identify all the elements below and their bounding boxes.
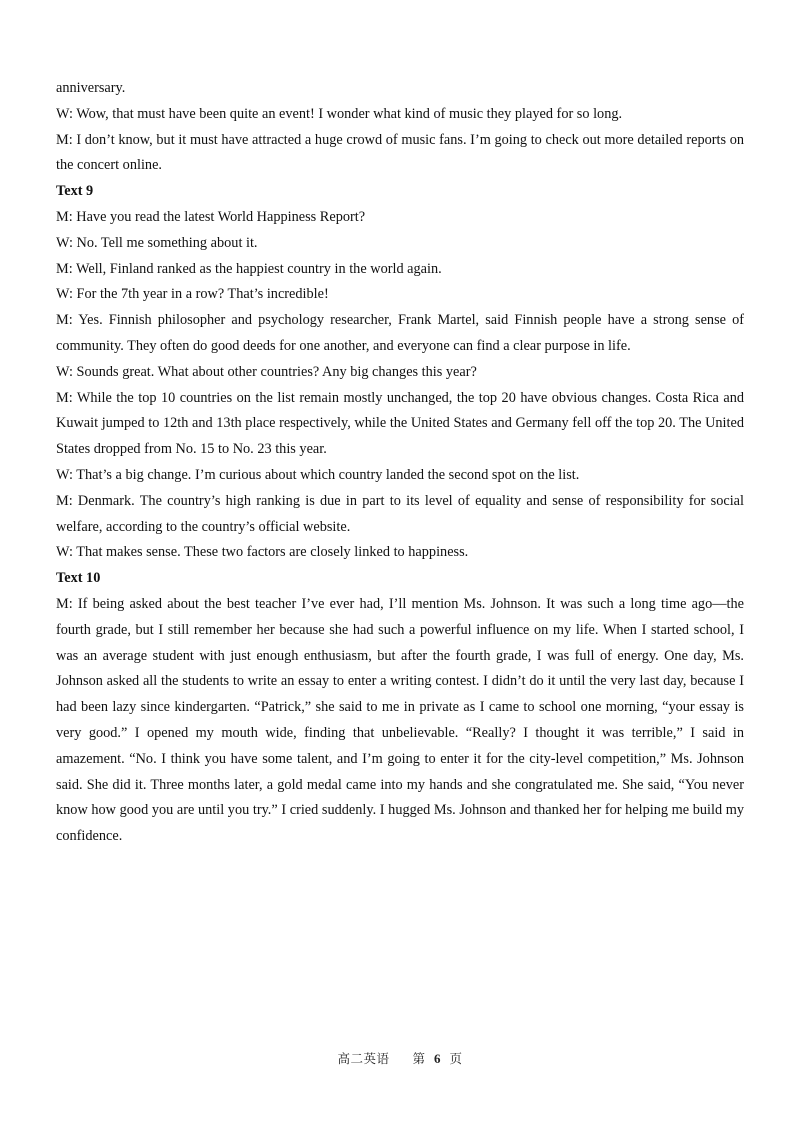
section-heading-text-10: Text 10 [56,570,101,587]
section-heading-text-9: Text 9 [56,183,94,200]
dialogue-line: M: While the top 10 countries on the list remain mostly unchanged, the top 20 have obvious changes. Costa Rica and Kuwait jumped to 12th and 13th place respectively, while the United States and Germany fell off the top 20. The United States dropped from No. 15 to No. 23 this year. [56,389,744,458]
dialogue-line: M: Denmark. The country’s high ranking is due in part to its level of equality and sense of responsibility for social welfare, according to the country’s official website. [56,492,744,535]
paragraph-continuation: anniversary. [56,80,126,96]
dialogue-line: M: Have you read the latest World Happiness Report? [56,208,366,225]
monologue-paragraph: M: If being asked about the best teacher I’ve ever had, I’ll mention Ms. Johnson. It was such a long time ago—the fourth grade, but I still remember her because she had such a powerful influence on my life. When I started school, I was an average student with just enough enthusiasm, but after the fourth grade, I was full of energy. One day, Ms. Johnson asked all the students to write an essay to enter a writing contest. I didn’t do it until the very last day, because I had been lazy since kindergarten. “Patrick,” she said to me in private as I came to school one morning, “your essay is very good.” I opened my mouth wide, finding that unbelievable. “Really? I thought it was terrible,” I said in amazement. “No. I think you have some talent, and I’m going to enter it for the city-level competition,” Ms. Johnson said. She did it. Three months later, a gold medal came into my hands and she congratulated me. She said, “You never know how good you are until you try.” I cried suddenly. I hugged Ms. Johnson and thanked her for helping me build my confidence. [56,595,744,845]
dialogue-line: W: No. Tell me something about it. [56,234,258,251]
footer-page-suffix: 页 [449,1051,463,1066]
footer-page-number: 6 [433,1051,441,1066]
dialogue-line: W: Wow, that must have been quite an event! I wonder what kind of music they played for so long. [56,105,623,122]
footer-page-prefix: 第 [412,1051,426,1066]
dialogue-line: M: Well, Finland ranked as the happiest country in the world again. [56,260,442,277]
dialogue-line: W: That makes sense. These two factors are closely linked to happiness. [56,544,469,561]
dialogue-line: W: For the 7th year in a row? That’s incredible! [56,286,329,303]
page-footer [0,1049,800,1067]
document-body [56,76,744,850]
dialogue-line: M: I don’t know, but it must have attracted a huge crowd of music fans. I’m going to check out more detailed reports on the concert online. [56,131,744,174]
dialogue-line: W: That’s a big change. I’m curious about which country landed the second spot on the list. [56,466,580,483]
dialogue-line: W: Sounds great. What about other countries? Any big changes this year? [56,363,477,380]
dialogue-line: M: Yes. Finnish philosopher and psychology researcher, Frank Martel, said Finnish people have a strong sense of community. They often do good deeds for one another, and everyone can find a clear purpose in life. [56,312,744,354]
footer-subject: 高二英语 [337,1051,390,1066]
